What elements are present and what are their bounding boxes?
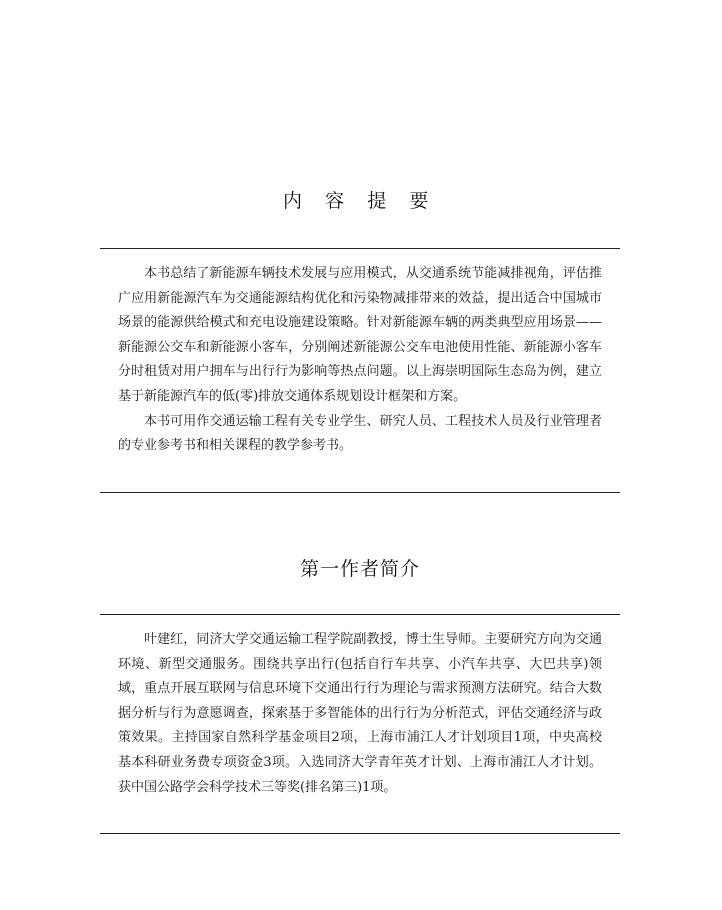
summary-paragraph-1: 本书总结了新能源车辆技术发展与应用模式，从交通系统节能减排视角，评估推广应用新能源汽车为交通能源结构优化和污染物减排带来的效益，提出适合中国城市场景的能源供给模式和充电设施建设策略。针对新能源车辆的两类典型应用场景——新能源公交车和新能源小客车，分别阐述新能源公交车电池使用性能、新能源小客车分时租赁对用户拥车与出行行为影响等热点问题。以上海崇明国际生态岛为例，建立基于新能源汽车的低(零)排放交通体系规划设计框架和方案。 [118, 266, 602, 404]
author-title: 第一作者简介 [300, 558, 420, 580]
summary-title: 内 容 提 要 [283, 190, 437, 212]
author-bottom-rule [100, 833, 620, 834]
author-top-rule [100, 614, 620, 615]
summary-paragraph-2: 本书可用作交通运输工程有关专业学生、研究人员、工程技术人员及行业管理者的专业参考书和相关课程的教学参考书。 [118, 413, 602, 454]
author-body [118, 628, 602, 800]
author-paragraph-1: 叶建红，同济大学交通运输工程学院副教授，博士生导师。主要研究方向为交通环境、新型交通服务。围绕共享出行(包括自行车共享、小汽车共享、大巴共享)领域，重点开展互联网与信息环境下交通出行行为理论与需求预测方法研究。结合大数据分析与行为意愿调查，探索基于多智能体的出行行为分析范式，评估交通经济与政策效果。主持国家自然科学基金项目2项，上海市浦江人才计划项目1项，中央高校基本科研业务费专项资金3项。入选同济大学青年英才计划、上海市浦江人才计划。获中国公路学会科学技术三等奖(排名第三)1项。 [118, 632, 602, 795]
summary-body [118, 262, 602, 459]
summary-bottom-rule [100, 492, 620, 493]
summary-top-rule [100, 248, 620, 249]
